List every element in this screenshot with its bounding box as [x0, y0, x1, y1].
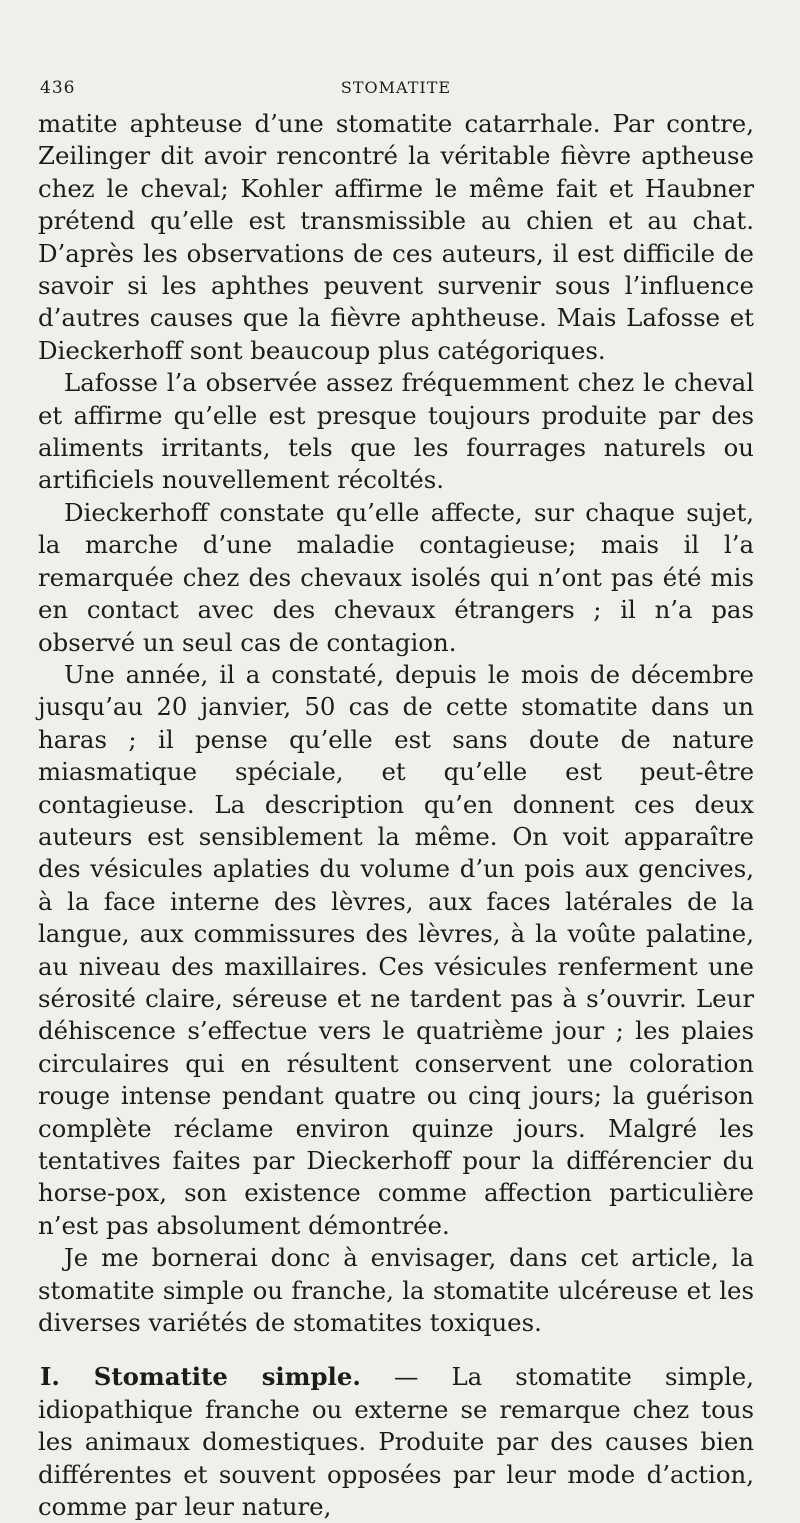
paragraph: Une année, il a constaté, depuis le mois de décembre jusqu’au 20 janvier, 50 cas de cette stomatite dans un haras ; il pense qu’elle est sans doute de nature miasmatique spéciale, et qu’elle est peut-être contagieuse. La description qu’en donnent ces deux auteurs est sensiblement la même. On voit apparaître des vésicules aplaties du volume d’un pois aux gencives, à la face interne des lèvres, aux faces latérales de la langue, aux commissures des lèvres, à la voûte palatine, au niveau des maxillaires. Ces vésicules renferment une sérosité claire, séreuse et ne tardent pas à s’ouvrir. Leur déhiscence s’effectue vers le quatrième jour ; les plaies circulaires qui en résultent conservent une coloration rouge intense pendant quatre ou cinq jours; la guérison complète réclame environ quinze jours. Malgré les tentatives faites par Dieckerhoff pour la différencier du horse-pox, son existence comme affection particulière n’est pas absolument démontrée.: [38, 659, 754, 1240]
section-paragraph: [38, 1361, 754, 1523]
running-title: STOMATITE: [340, 78, 452, 97]
paragraph: Lafosse l’a observée assez fréquemment chez le cheval et affirme qu’elle est presque toujours produite par des aliments irritants, tels que les fourrages naturels ou artificiels nouvellement récoltés.: [38, 368, 754, 495]
paragraph: Je me bornerai donc à envisager, dans cet article, la stomatite simple ou franche, la stomatite ulcéreuse et les diverses variétés de stomatites toxiques.: [38, 1243, 754, 1338]
paragraph: Dieckerhoff constate qu’elle affecte, sur chaque sujet, la marche d’une maladie contagieuse; mais il l’a remarquée chez des chevaux isolés qui n’ont pas été mis en contact avec des chevaux étrangers ; il n’a pas observé un seul cas de contagion.: [38, 497, 754, 657]
page-body: [38, 108, 754, 1523]
section-title: I. Stomatite simple.: [40, 1362, 361, 1392]
page-number: 436: [40, 78, 76, 98]
paragraph: matite aphteuse d’une stomatite catarrhale. Par contre, Zeilinger dit avoir rencontré la véritable fièvre aptheuse chez le cheval; Kohler affirme le même fait et Haubner prétend qu’elle est transmissible au chien et au chat. D’après les observations de ces auteurs, il est difficile de savoir si les aphthes peuvent survenir sous l’influence d’autres causes que la fièvre aphtheuse. Mais Lafosse et Dieckerhoff sont beaucoup plus catégoriques.: [38, 109, 754, 365]
section-text: — La stomatite simple, idiopathique franche ou externe se remarque chez tous les animaux domestiques. Produite par des causes bien différentes et souvent opposées par leur mode d’action, comme par leur nature,: [38, 1362, 754, 1522]
page-header: [38, 76, 754, 108]
